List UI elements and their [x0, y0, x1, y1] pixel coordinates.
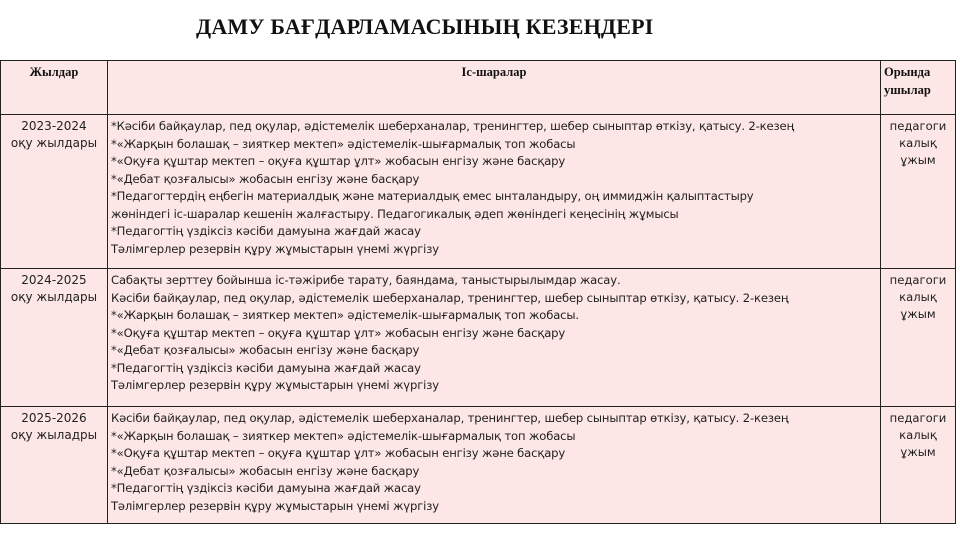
activities-cell: [108, 407, 881, 524]
header-activities: Іс-шаралар: [108, 61, 881, 115]
activity-item: *«Дебат қозғалысы» жобасын енгізу және басқару: [111, 343, 420, 357]
years-cell: [1, 407, 108, 524]
header-executors-line2: ушылар: [884, 83, 931, 97]
activity-item: Кәсіби байқаулар, пед оқулар, әдістемелік шеберханалар, тренингтер, шебер сыныптар өткізу, қатысу. 2-кезең: [111, 290, 789, 305]
header-years: Жылдар: [1, 61, 108, 115]
activity-item: Тәлімгерлер резервін құру жұмыстарын үнемі жүргізу: [111, 498, 439, 513]
executor-text: ұжым: [900, 307, 936, 321]
executor-text: ұжым: [900, 445, 936, 459]
executor-text: ұжым: [900, 153, 936, 167]
years-range: 2023-2024: [21, 119, 87, 133]
executor-text: калық: [899, 136, 937, 150]
years-range: 2024-2025: [21, 273, 87, 287]
years-label: оқу жылдары: [10, 136, 98, 150]
years-cell: [1, 115, 108, 269]
slide-title: ДАМУ БАҒДАРЛАМАСЫНЫҢ КЕЗЕҢДЕРІ: [196, 14, 654, 39]
activity-item: *«Дебат қозғалысы» жобасын енгізу және басқару: [111, 171, 420, 186]
executor-text: калық: [899, 290, 937, 304]
executor-text: педагоги: [889, 273, 947, 287]
executors-cell: [881, 269, 956, 407]
activity-item: *«Жарқын болашақ – зияткер мектеп» әдістемелік-шығармалық топ жобасы: [111, 428, 576, 443]
header-executors: [881, 61, 956, 115]
executor-text: калық: [899, 428, 937, 442]
executors-cell: [881, 115, 956, 269]
activity-item: *Кәсіби байқаулар, пед оқулар, әдістемелік шеберханалар, тренингтер, шебер сыныптар өткізу, қатысу. 2-кезең: [111, 119, 795, 133]
years-label: оқу жылдары: [10, 290, 98, 304]
table-row: [1, 407, 956, 524]
years-label: оқу жыладры: [10, 428, 98, 442]
table-row: [1, 115, 956, 269]
activity-item: Сабақты зерттеу бойынша іс-тәжірибе тарату, баяндама, таныстырылымдар жасау.: [111, 273, 621, 287]
years-cell: [1, 269, 108, 407]
activity-item: *«Дебат қозғалысы» жобасын енгізу және басқару: [111, 463, 420, 478]
activity-item: *«Оқуға құштар мектеп – оқуға құштар ұлт» жобасын енгізу және басқару: [111, 325, 566, 340]
development-stages-table: [0, 60, 956, 524]
header-executors-line1: Орында: [884, 65, 931, 79]
activities-cell: [108, 269, 881, 407]
activity-item: *«Жарқын болашақ – зияткер мектеп» әдістемелік-шығармалық топ жобасы: [111, 136, 576, 151]
activities-cell: [108, 115, 881, 269]
executor-text: педагоги: [889, 411, 947, 425]
activity-item: *Педагогтің үздіксіз кәсіби дамуына жағдай жасау: [111, 224, 421, 238]
years-range: 2025-2026: [21, 411, 87, 425]
activity-item: жөніндегі іс-шаралар кешенін жалғастыру. Педагогикалық әдеп жөніндегі кеңесінің жұмысы: [111, 206, 679, 221]
activity-item: Кәсіби байқаулар, пед оқулар, әдістемелік шеберханалар, тренингтер, шебер сыныптар өткізу, қатысу. 2-кезең: [111, 411, 789, 425]
activity-item: *Педагогтің үздіксіз кәсіби дамуына жағдай жасау: [111, 360, 421, 375]
activity-item: *«Жарқын болашақ – зияткер мектеп» әдістемелік-шығармалық топ жобасы.: [111, 308, 579, 322]
activity-item: Тәлімгерлер резервін құру жұмыстарын үнемі жүргізу: [111, 241, 439, 256]
executor-text: педагоги: [889, 119, 947, 133]
table-header-row: [1, 61, 956, 115]
activity-item: *«Оқуға құштар мектеп – оқуға құштар ұлт» жобасын енгізу және басқару: [111, 154, 566, 168]
activity-item: *Педагогтің үздіксіз кәсіби дамуына жағдай жасау: [111, 481, 421, 495]
activity-item: *«Оқуға құштар мектеп – оқуға құштар ұлт» жобасын енгізу және басқару: [111, 446, 566, 460]
executors-cell: [881, 407, 956, 524]
table-row: [1, 269, 956, 407]
activity-item: *Педагогтердің еңбегін материалдық және материалдық емес ынталандыру, оң иммиджін қалыптастыру: [111, 189, 754, 203]
activity-item: Тәлімгерлер резервін құру жұмыстарын үнемі жүргізу: [111, 378, 439, 392]
